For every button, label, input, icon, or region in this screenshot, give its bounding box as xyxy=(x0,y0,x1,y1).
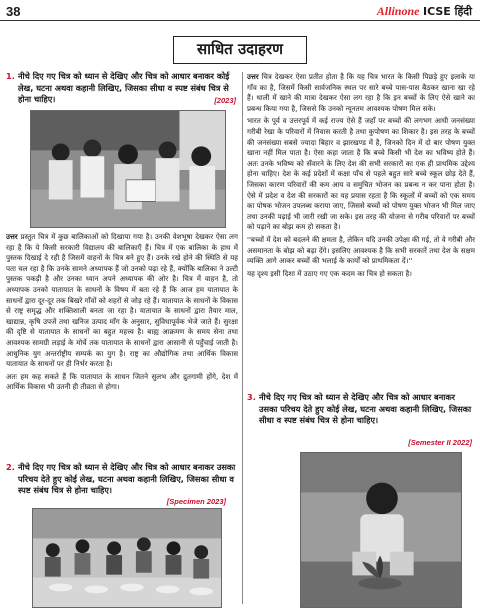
girl-planting-illustration xyxy=(301,453,461,607)
answer-1-paragraph-2: अतः हम कह सकते हैं कि यातायात के साधन जितने सुलभ और द्रुतगामी होंगे, देश में आर्थिक विकास भी उतनी ही तीव्रता से होगा। xyxy=(6,371,238,392)
girl-planting-photo xyxy=(300,452,462,608)
question-2-text: नीचे दिए गए चित्र को ध्यान से देखिए और चित्र को आधार बनाकर उसका परिचय देते हुए कोई लेख, घटना अथवा कहानी लिखिए, जिसका सीधा व स्पष्ट संबंध चित्र से होना चाहिए। xyxy=(18,462,236,495)
answer-1-paragraph-1: उत्तर प्रस्तुत चित्र में कुछ बालिकाओं को दिखाया गया है। उनकी वेशभूषा देखकर ऐसा लग रहा है कि ये किसी सरकारी विद्यालय की बालिकाएँ हैं। चित्र में एक बालिका के हाथ में पुस्तक दिखाई दे रही है जिसमें वाहनों के चित्र बने हुए हैं। उनके रखे होने की स्थिति से यह पता चल रहा है कि उनके सामने अध्यापक हैं जो उनको पढ़ा रहे हैं, क्योंकि बालिका ने उल्टी पुस्तक पकड़ी है और उनका ध्यान अपने अध्यापक की ओर है। चित्र में वाहन है, तो अध्यापक उनको यातायात के साधनों के विषय में बता रहे हैं कि आज हम यातायात के साधनों द्वारा दूर-दूर तक बिखरे गाँवों को शहरों से जोड़ रहे हैं। यातायात के साधनों के विकास से राष्ट्र समृद्ध और शक्तिशाली बनता जा रहा है। यातायात के साधनों द्वारा तैयार माल, खाद्यान्न, कृषि उपजें तथा खनिज उत्पाद माँग के अनुसार, सुविधापूर्वक भेजे जाते हैं। सुरक्षा की दृष्टि से यातायात के साधनों का बहुत महत्त्व है। बाह्य आक्रमण के समय सेना तथा आवश्यक सामग्री लड़ाई के मोर्चे तक यातायात के साधनों द्वारा आसानी से पहुँचाई जाती है। आधुनिक युग अन्तर्राष्ट्रीय सम्पर्क का युग है। राष्ट्र का औद्योगिक तथा आर्थिक विकास यातायात के साधनों पर ही निर्भर करता है। xyxy=(6,232,238,369)
answer-2-paragraph-4: यह दृश्य इसी दिशा में उठाए गए एक कदम का चित्र हो सकता है। xyxy=(247,268,412,278)
header-rule xyxy=(0,20,480,21)
question-3-tag: [Semester II 2022] xyxy=(408,438,472,447)
question-1-answer xyxy=(6,232,238,462)
question-1-text: नीचे दिए गए चित्र को ध्यान से देखिए और चित्र को आधार बनाकर कोई लेख, घटना अथवा कहानी लिखिए, जिसका सीधा व स्पष्ट संबंध चित्र से होना चाहिए। xyxy=(18,71,230,104)
children-eating-photo xyxy=(32,508,222,608)
brand-header xyxy=(377,4,472,19)
question-2-number: 2. xyxy=(6,462,15,472)
question-3-text: नीचे दिए गए चित्र को ध्यान से देखिए और चित्र को आधार बनाकर उसका परिचय देते हुए कोई लेख, घटना अथवा कहानी लिखिए, जिसका सीधा व स्पष्ट संबंध चित्र से होना चाहिए। xyxy=(259,392,472,425)
question-2-tag: [Specimen 2023] xyxy=(166,497,226,506)
question-3 xyxy=(247,392,475,427)
question-1 xyxy=(6,71,238,106)
children-eating-illustration xyxy=(33,509,221,607)
column-divider xyxy=(242,72,243,604)
section-title: साधित उदाहरण xyxy=(173,36,307,64)
page-number: 38 xyxy=(6,4,21,19)
subject-label: ICSE हिंदी xyxy=(422,5,472,18)
question-3-number: 3. xyxy=(247,392,256,402)
question-1-tag: [2023] xyxy=(214,96,236,105)
schoolgirls-illustration xyxy=(31,111,225,227)
answer-2-paragraph-3: ''बच्चों में देश को बदलने की क्षमता है, लेकिन यदि उनकी उपेक्षा की गई, तो वे गरीबी और असमानता के बोझ को बढ़ा देंगे। इसलिए आवश्यक है कि सभी सरकारें तथा देश के सक्षम व्यक्ति आगे आकर बच्चों की भलाई के कार्यों को प्राथमिकता दें।'' xyxy=(247,234,475,266)
brand-logo: Allinone xyxy=(376,4,420,18)
question-2-answer xyxy=(247,72,475,390)
answer-2-lead: उत्तर xyxy=(247,72,259,81)
question-2 xyxy=(6,462,238,497)
schoolgirls-photo xyxy=(30,110,226,228)
answer-2-paragraph-1: उत्तर चित्र देखकर ऐसा प्रतीत होता है कि यह चित्र भारत के किसी पिछड़े हुए इलाके या गाँव का है, जिसमें किसी सार्वजनिक स्थल पर सारे बच्चे पास-पास बैठकर खाना खा रहे हैं। थाली में खाने की मात्रा देखकर ऐसा लग रहा है कि इन बच्चों के लिए ऐसे खाने का प्रबन्ध किया गया है, जिससे कि उनको न्यूनतम आवश्यक पोषण मिल सके। xyxy=(247,72,475,113)
answer-1-lead: उत्तर xyxy=(6,232,18,241)
answer-2-paragraph-2: भारत के पूर्व व उत्तरपूर्व में कई राज्य ऐसे हैं जहाँ पर बच्चों की लगभग आधी जनसंख्या गरीबी रेखा के परिवारों में निवास करती है तथा कुपोषण का शिकार है। इस तरह के बच्चों की जनसंख्या सबसे ज्यादा बिहार व झारखण्ड में है, जिनको दिन में दो बार पोषण युक्त खाना नहीं मिल पाता है। ऐसा कहा जाता है कि बच्चे किसी भी देश का भविष्य होते हैं। अतः उनके भविष्य को सँवारने के लिए देश की सभी सरकारों का एक ही प्राथमिक उद्देश्य होना चाहिए। देश के कई प्रदेशों में कक्षा पाँच से पहले बहुत सारे बच्चे स्कूल छोड़ देते हैं, जिसका कारण परिवारों की कम आय व समुचित भोजन का प्रबन्ध न कर पाना होता है। ऐसे में प्रदेश व देश की सरकारों का यह प्रयास रहता है कि स्कूलों में बच्चों को एक समय का पोषक भोजन उपलब्ध कराया जाए, जिससे बच्चों को पोषण युक्त भोजन भी मिल जाए तथा उनकी पढ़ाई भी जारी रखी जा सके। इस तरह की योजना से गरीब परिवारों पर बच्चों को पढ़ाने का बोझ कम हो सकता है। xyxy=(247,116,475,232)
question-1-number: 1. xyxy=(6,71,15,81)
